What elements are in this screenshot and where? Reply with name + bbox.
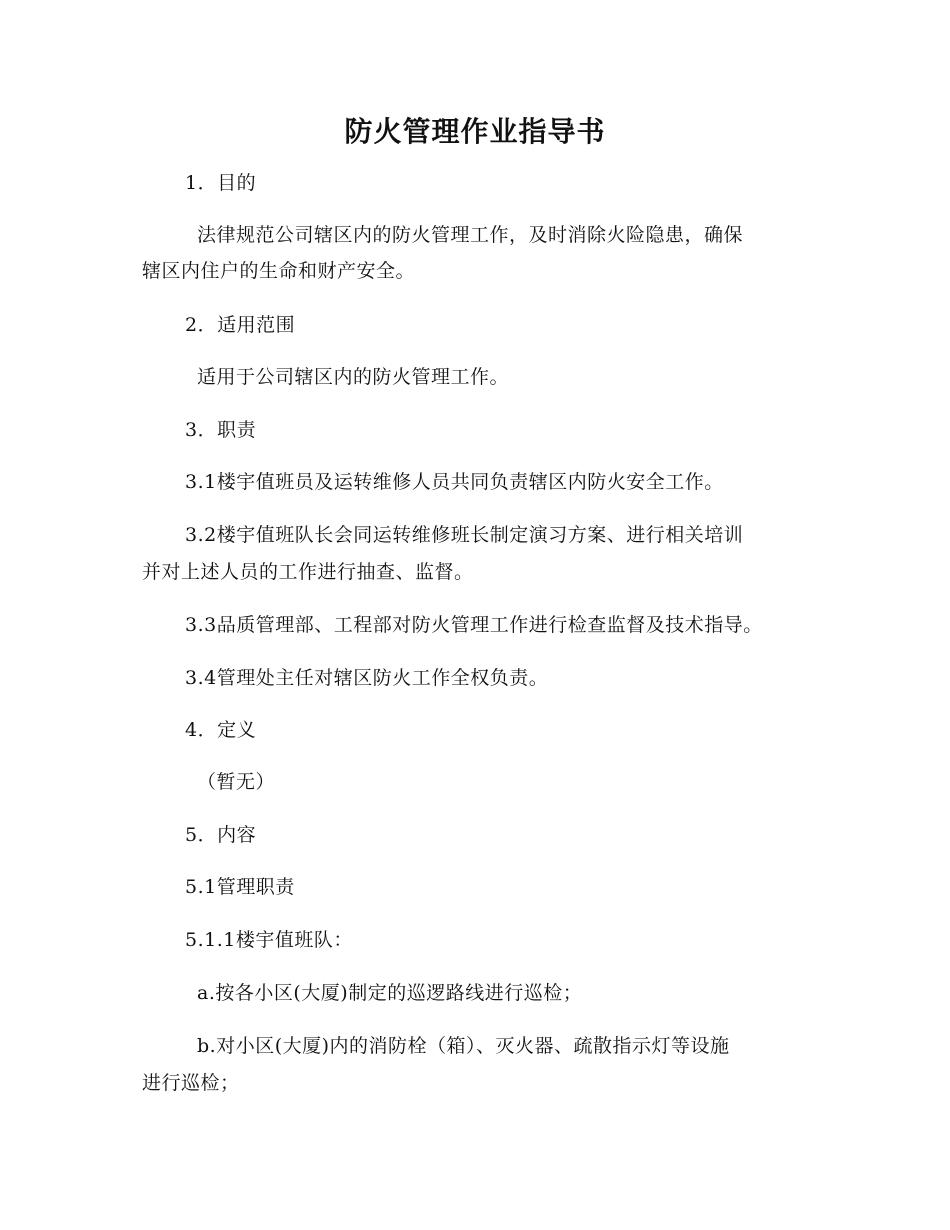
item-b-line-2: 进行巡检； xyxy=(142,1072,240,1094)
purpose-text-line-2: 辖区内住户的生命和财产安全。 xyxy=(142,260,416,282)
duty-3-2-line-1: 3.2楼宇值班队长会同运转维修班长制定演习方案、进行相关培训 xyxy=(185,524,744,546)
duty-3-1: 3.1楼宇值班员及运转维修人员共同负责辖区内防火安全工作。 xyxy=(185,471,724,493)
scope-text: 适用于公司辖区内的防火管理工作。 xyxy=(197,366,510,388)
section-5-heading: 5．内容 xyxy=(185,824,257,846)
subsection-5-1-1-heading: 5.1.1楼宇值班队： xyxy=(185,929,353,951)
definition-text: （暂无） xyxy=(197,771,276,793)
purpose-text-line-1: 法律规范公司辖区内的防火管理工作，及时消除火险隐患，确保 xyxy=(197,224,744,246)
section-2-heading: 2．适用范围 xyxy=(185,314,296,336)
duty-3-3: 3.3品质管理部、工程部对防火管理工作进行检查监督及技术指导。 xyxy=(185,614,763,636)
duty-3-2-line-2: 并对上述人员的工作进行抽查、监督。 xyxy=(142,561,474,583)
section-3-heading: 3．职责 xyxy=(185,419,257,441)
document-title: 防火管理作业指导书 xyxy=(344,115,606,148)
section-4-heading: 4．定义 xyxy=(185,719,257,741)
item-b-line-1: b.对小区(大厦)内的消防栓（箱）、灭火器、疏散指示灯等设施 xyxy=(197,1035,730,1057)
subsection-5-1-heading: 5.1管理职责 xyxy=(185,876,295,898)
section-1-heading: 1．目的 xyxy=(185,172,257,194)
item-a: a.按各小区(大厦)制定的巡逻路线进行巡检； xyxy=(197,982,583,1004)
duty-3-4: 3.4管理处主任对辖区防火工作全权负责。 xyxy=(185,667,549,689)
